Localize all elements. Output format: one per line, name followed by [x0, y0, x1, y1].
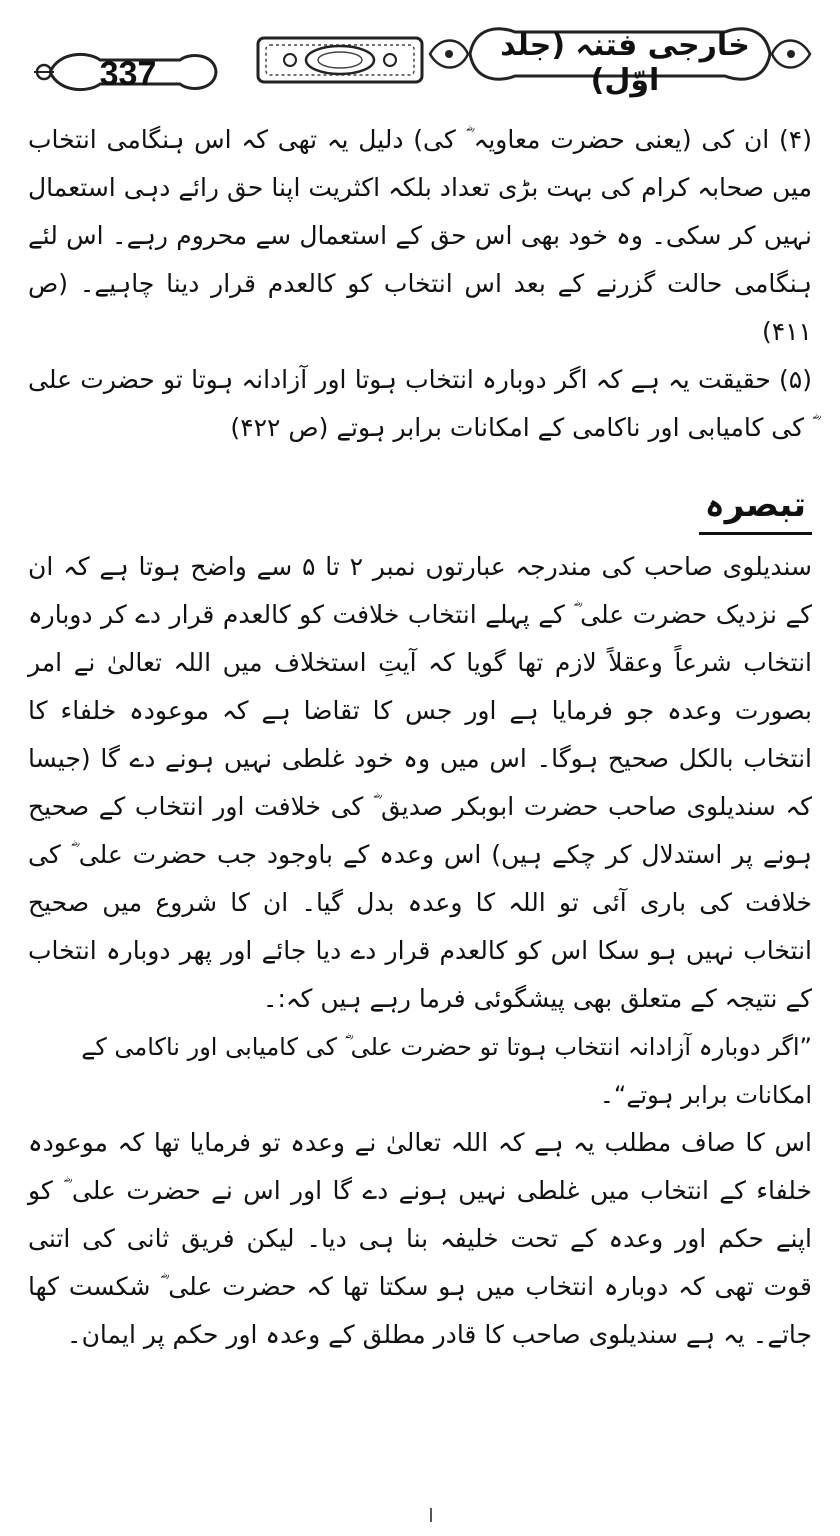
page-number: 337	[99, 55, 157, 93]
paragraph-4: (۴) ان کی (یعنی حضرت معاویہ ؓ کی) دلیل یہ تھی کہ اس ہنگامی انتخاب میں صحابہ کرام کی بہت بڑی تعداد بلکہ اکثریت اپنا حق رائے دہی استعمال نہیں کر سکی۔ وہ خود بھی اس حق کے استعمال سے محروم رہے۔ اس لئے ہنگامی حالت گزرنے کے بعد اس انتخاب کو کالعدم قرار دینا چاہیے۔ (ص ۴۱۱)	[28, 125, 812, 346]
running-title: خارجی فتنہ (جلد اوّل)	[500, 28, 750, 98]
review-paragraph: سندیلوی صاحب کی مندرجہ عبارتوں نمبر ۲ تا ۵ سے واضح ہوتا ہے کہ ان کے نزدیک حضرت علی ؓ کے پہلے انتخاب خلافت کو کالعدم قرار دے کر دوبارہ انتخاب شرعاً وعقلاً لازم تھا گویا کہ آیتِ استخلاف میں اللہ تعالیٰ نے امر بصورت وعدہ جو فرمایا ہے اور جس کا تقاضا ہے کہ موعودہ خلفاء کا انتخاب بالکل صحیح ہوگا۔ اس میں وہ خود غلطی نہیں ہونے دے گا (جیسا کہ سندیلوی صاحب حضرت ابوبکر صدیق ؓ کی خلافت اور انتخاب کے صحیح ہونے پر استدلال کر چکے ہیں) اس وعدہ کے باوجود جب حضرت علی ؓ کی خلافت کی باری آئی تو اللہ کا وعدہ بدل گیا۔ ان کا شروع میں صحیح انتخاب نہیں ہو سکا اس کو کالعدم قرار دے دیا جائے اور پھر دوبارہ انتخاب کے نتیجہ کے متعلق بھی پیشگوئی فرما رہے ہیں کہ:۔	[28, 551, 813, 1013]
page-header	[0, 0, 840, 110]
review-heading: تبصرہ	[699, 482, 812, 535]
paragraph-5: (۵) حقیقت یہ ہے کہ اگر دوبارہ انتخاب ہوتا اور آزادانہ ہوتا تو حضرت علی ؓ کی کامیابی اور ناکامی کے امکانات برابر ہوتے (ص ۴۲۲)	[28, 365, 812, 442]
page-body	[28, 116, 812, 1359]
header-ornament	[250, 30, 430, 90]
quoted-statement: ”اگر دوبارہ آزادانہ انتخاب ہوتا تو حضرت علی ؓ کی کامیابی اور ناکامی کے امکانات برابر ہوتے“۔	[81, 1032, 812, 1109]
review-heading-wrap	[28, 482, 812, 535]
page-footer-mark	[430, 1508, 432, 1522]
conclusion-paragraph: اس کا صاف مطلب یہ ہے کہ اللہ تعالیٰ نے وعدہ تو فرمایا تھا کہ موعودہ خلفاء کے انتخاب میں غلطی نہیں ہونے دے گا اور اس نے حضرت علی ؓ کو اپنے حکم اور وعدہ کے تحت خلیفہ بنا ہی دیا۔ لیکن فریق ثانی کی اتنی قوت تھی کہ دوبارہ انتخاب میں ہو سکتا تھا کہ حضرت علی ؓ شکست کھا جاتے۔ یہ ہے سندیلوی صاحب کا قادر مطلق کے وعدہ اور حکم پر ایمان۔	[28, 1127, 812, 1349]
